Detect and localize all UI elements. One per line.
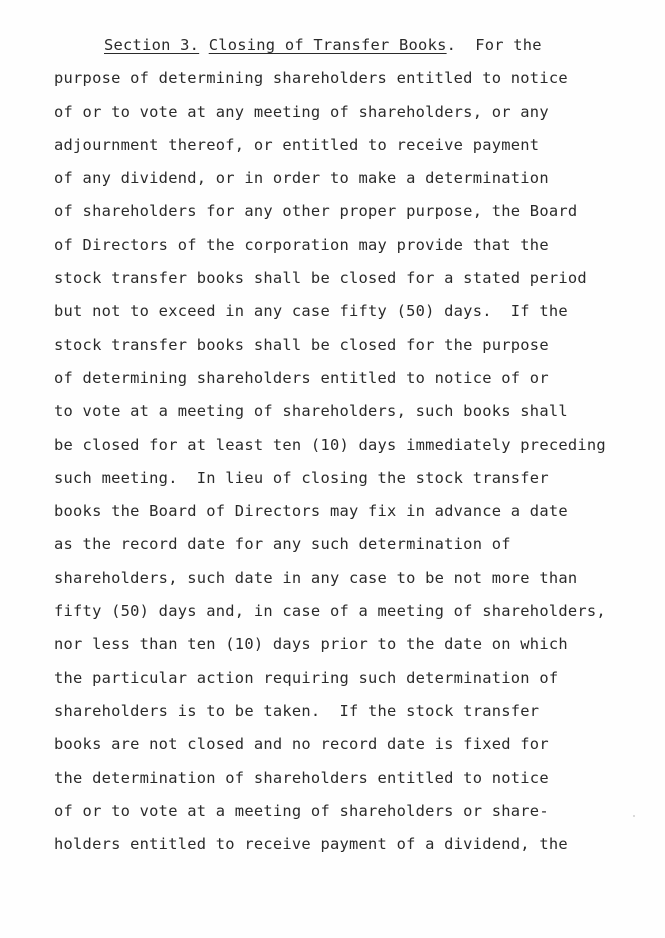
- text-line: fifty (50) days and, in case of a meeting of shareholders,: [54, 602, 606, 621]
- text-line: as the record date for any such determination of: [54, 535, 511, 554]
- section-text: [54, 29, 659, 861]
- text-line: shareholders is to be taken. If the stock transfer: [54, 701, 540, 720]
- text-line: stock transfer books shall be closed for the purpose: [54, 335, 549, 354]
- text-line: adjournment thereof, or entitled to receive payment: [54, 135, 540, 154]
- section-heading-line: [54, 29, 659, 62]
- text-line: the particular action requiring such determination of: [54, 668, 559, 687]
- text-line: be closed for at least ten (10) days immediately preceding: [54, 435, 606, 454]
- text-line: of any dividend, or in order to make a determination: [54, 169, 549, 188]
- text-line: the determination of shareholders entitled to notice: [54, 768, 549, 787]
- text-line: holders entitled to receive payment of a dividend, the: [54, 835, 568, 854]
- scan-speck: [633, 815, 635, 817]
- text-line: of or to vote at any meeting of shareholders, or any: [54, 102, 549, 121]
- text-line: books are not closed and no record date is fixed for: [54, 735, 549, 754]
- text-line: purpose of determining shareholders entitled to notice: [54, 69, 568, 88]
- text-line: to vote at a meeting of shareholders, such books shall: [54, 402, 568, 421]
- text-line: of shareholders for any other proper purpose, the Board: [54, 202, 578, 221]
- section-title-period: .: [446, 36, 457, 54]
- text-line: of determining shareholders entitled to notice of or: [54, 368, 549, 387]
- section-title: Closing of Transfer Books: [208, 36, 447, 54]
- text-line: nor less than ten (10) days prior to the date on which: [54, 635, 568, 654]
- text-line: such meeting. In lieu of closing the stock transfer: [54, 468, 549, 487]
- first-line-rest: For the: [475, 36, 542, 54]
- text-line: books the Board of Directors may fix in advance a date: [54, 502, 568, 521]
- section-label: Section 3.: [104, 36, 200, 54]
- text-line: but not to exceed in any case fifty (50) days. If the: [54, 302, 568, 321]
- text-line: of or to vote at a meeting of shareholders or share-: [54, 801, 549, 820]
- text-line: shareholders, such date in any case to be not more than: [54, 568, 578, 587]
- text-line: stock transfer books shall be closed for a stated period: [54, 269, 587, 288]
- text-line: of Directors of the corporation may provide that the: [54, 235, 549, 254]
